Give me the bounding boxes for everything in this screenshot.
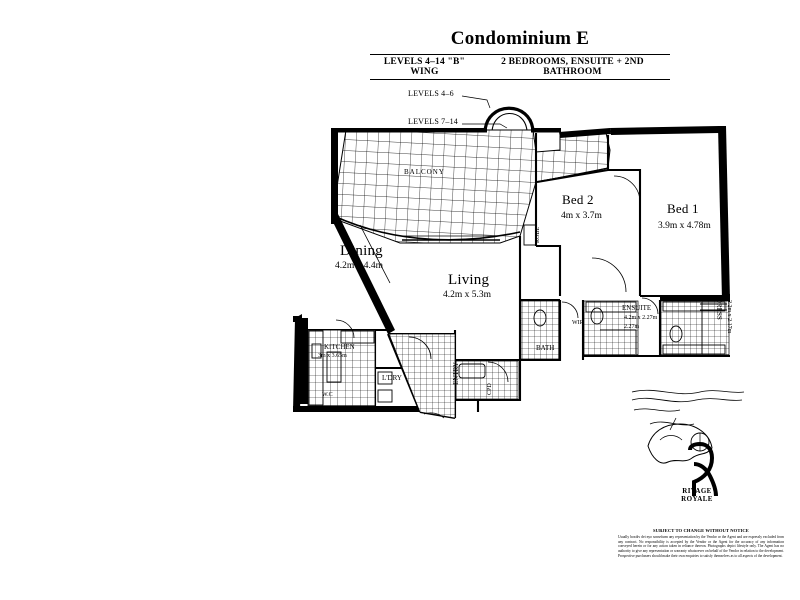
room-label-bed1: Bed 1 [667,201,699,216]
logo-wordmark [666,487,728,503]
room-label-bath: BATH [536,344,555,352]
disclaimer-heading: SUBJECT TO CHANGE WITHOUT NOTICE [653,528,749,533]
room-label-balcony: BALCONY [404,168,445,176]
room-label-dress: DRESS [715,298,723,320]
room-label-kitchen: KITCHEN [324,343,355,351]
room-label-dining: Dining [340,243,383,259]
locality-map [632,390,744,463]
room-dim-ensuite: 4.2m x 2.27m [624,315,658,321]
disclaimer-body: Usually boxdiv dei nyo sonsefurm any representation by the Vendor or the Agent and are expressly excluded from any contract. No responsibility is accepted by the Vendor or the Agent for the accuracy of any information conveyed herein or for any action taken in reliance thereon. Photographs depict lifestyle only. The Agent has no authority to give any representation or warranty whatsoever on behalf of the Vendor in relation to the development. Prospective purchasers should make their own enquiries to satisfy themselves as to all aspects of the development. [618,535,784,558]
title-subtitle-left: LEVELS 4–14 "B" WING [383,57,465,77]
page-title: Condominium E [450,28,590,49]
callout-leaders [462,96,507,128]
room-label-entry: ENTRY [452,362,460,385]
room-dim-bed2: 4m x 3.7m [561,211,602,221]
balcony-region [332,130,610,243]
room-dim-dress: 2.2m x 2.17m [726,300,732,334]
callout-levels-4-6: LEVELS 4–6 [408,89,454,98]
room-dim-ensuite-2: 2.27m [624,324,640,330]
room-label-wir: WIR [572,320,584,326]
room-dim-kitchen: 3m x 3.65m [318,353,347,359]
callout-levels-7-14: LEVELS 7–14 [408,117,458,126]
room-label-laundry: L'DRY [382,374,402,382]
room-label-wc: W.C [322,392,333,398]
room-label-bed2: Bed 2 [562,192,594,207]
logo-line-2: ROYALE [681,495,713,503]
room-dim-bed1: 3.9m x 4.78m [658,221,711,231]
room-label-living: Living [448,272,490,288]
disclaimer-block [618,528,784,559]
room-label-ensuite: ENSUITE [622,304,652,312]
logo-line-1: RIVAGE [682,487,712,495]
room-dim-living: 4.2m x 5.3m [443,290,492,300]
room-label-cupboard: CPD [487,383,493,395]
curved-bay [485,108,533,132]
room-label-robe: ROBE [535,226,541,243]
room-dim-dining: 4.2m x 4.4m [335,261,384,271]
title-subtitle-right: 2 BEDROOMS, ENSUITE + 2ND BATHROOM [501,57,644,77]
